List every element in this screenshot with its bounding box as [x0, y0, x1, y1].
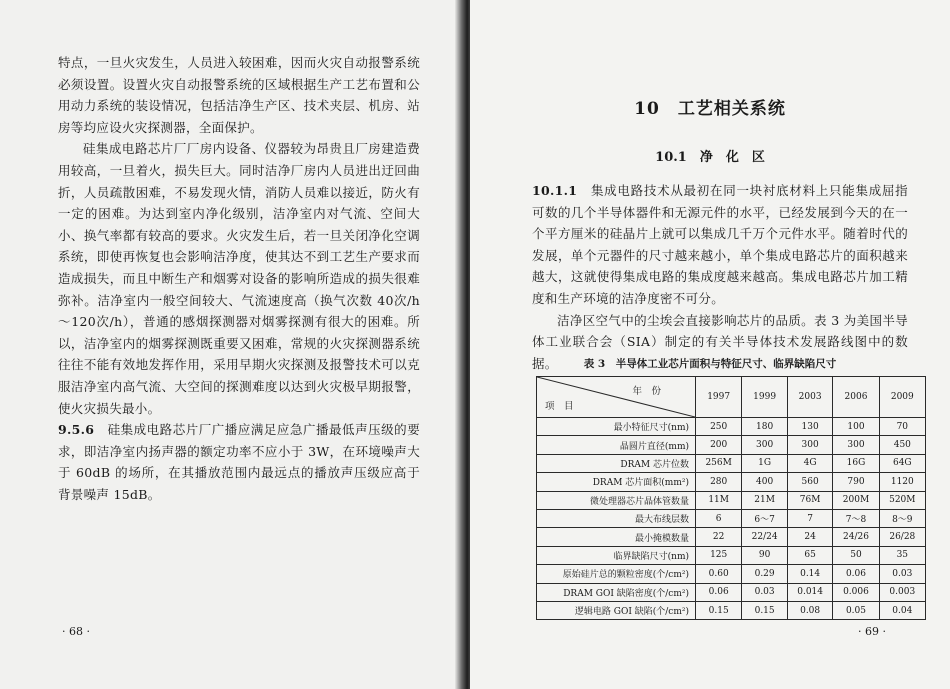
table-row [537, 491, 926, 509]
table-row [537, 528, 926, 546]
table-cell: 0.15 [696, 601, 742, 619]
table-cell: 0.006 [833, 583, 879, 601]
table-cell: 0.29 [742, 565, 788, 583]
table-cell: 520M [879, 491, 925, 509]
table-cell: 300 [787, 436, 832, 454]
table-row [537, 473, 926, 491]
paragraph: 硅集成电路芯片厂厂房内设备、仪器较为昂贵且厂房建造费用较高，一旦着火，损失巨大。同时洁净厂房内人员进出迂回曲折，人员疏散困难，不易发现火情，消防人员难以接近，防火有一定的困难。为达到室内净化级别，洁净室内对气流、空间大小、换气率都有较高的要求。火灾发生后，若一旦关闭净化空调系统，即使再恢复也会影响洁净度，使其达不到工艺生产要求而造成损失，而且中断生产和烟雾对设备的影响所造成的损失很难弥补。洁净室内一般空间较大、气流速度高（换气次数 40次/h～120次/h），普通的感烟探测器对烟雾探测有很大的困难。所以，洁净室内的烟雾探测既重要又困难，常规的火灾探测器系统往往不能有效地发挥作用，采用早期火灾探测及报警技术可以克服洁净室内高气流、大空间的探测难度以达到火灾极早期报警，使火灾损失最小。 [58, 141, 420, 416]
table-cell: 21M [742, 491, 788, 509]
table-row [537, 418, 926, 436]
table-cell: 24/26 [833, 528, 879, 546]
table-cell: 35 [879, 546, 925, 564]
table-cell: 1G [742, 454, 788, 472]
table-cell: 0.03 [879, 565, 925, 583]
table-cell: 65 [787, 546, 832, 564]
table-cell: 7～8 [833, 509, 879, 527]
table-cell: 300 [833, 436, 879, 454]
table-cell: 400 [742, 473, 788, 491]
table-cell: 130 [787, 418, 832, 436]
table-cell: 0.003 [879, 583, 925, 601]
year-header: 2009 [879, 377, 925, 418]
year-header-label: 年 份 [632, 386, 661, 397]
row-item-label: 晶圆片直径(mm) [537, 436, 696, 454]
item-header-label: 项 目 [545, 401, 574, 412]
section-title: 10.1 净 化 区 [655, 150, 765, 165]
year-header: 2003 [787, 377, 832, 418]
table-cell: 0.05 [833, 601, 879, 619]
table-cell: 560 [787, 473, 832, 491]
table-header-row [537, 377, 926, 418]
table-row [537, 454, 926, 472]
table-cell: 90 [742, 546, 788, 564]
table-cell: 0.15 [742, 601, 788, 619]
left-page [0, 0, 462, 689]
table-cell: 200 [696, 436, 742, 454]
table-cell: 0.03 [742, 583, 788, 601]
table-cell: 4G [787, 454, 832, 472]
year-header: 1997 [696, 377, 742, 418]
table-cell: 26/28 [879, 528, 925, 546]
header-diagonal-cell [537, 377, 696, 418]
table-cell: 11M [696, 491, 742, 509]
row-item-label: DRAM 芯片位数 [537, 454, 696, 472]
table-cell: 8～9 [879, 509, 925, 527]
table-cell: 0.60 [696, 565, 742, 583]
right-page [470, 0, 950, 689]
table-cell: 100 [833, 418, 879, 436]
table-cell: 125 [696, 546, 742, 564]
table-cell: 300 [742, 436, 788, 454]
year-header: 2006 [833, 377, 879, 418]
table-cell: 0.14 [787, 565, 832, 583]
table-cell: 22/24 [742, 528, 788, 546]
table-row [537, 601, 926, 619]
table-cell: 0.014 [787, 583, 832, 601]
paragraph: 硅集成电路芯片厂广播应满足应急广播最低声压级的要求，即洁净室内扬声器的额定功率不应小于 3W，在环境噪声大于 60dB 的场所，在其播放范围内最远点的播放声压级应高于背景噪声 15dB。 [58, 422, 420, 502]
table-cell: 180 [742, 418, 788, 436]
table-cell: 200M [833, 491, 879, 509]
table-cell: 22 [696, 528, 742, 546]
row-item-label: DRAM 芯片面积(mm²) [537, 473, 696, 491]
page-number-left: · 68 · [62, 625, 90, 638]
row-item-label: 逻辑电路 GOI 缺陷(个/cm²) [537, 601, 696, 619]
table-cell: 70 [879, 418, 925, 436]
paragraph: 特点，一旦火灾发生，人员进入较困难，因而火灾自动报警系统必须设置。设置火灾自动报警系统的区域根据生产工艺布置和公用动力系统的装设情况，包括洁净生产区、技术夹层、机房、站房等均应设火灾探测器，全面保护。 [58, 55, 420, 135]
row-item-label: 微处理器芯片晶体管数量 [537, 491, 696, 509]
right-body-text [532, 180, 908, 374]
table-cell: 0.04 [879, 601, 925, 619]
table-row [537, 509, 926, 527]
row-item-label: 最小掩模数量 [537, 528, 696, 546]
row-item-label: 最大布线层数 [537, 509, 696, 527]
table-row [537, 565, 926, 583]
table-cell: 0.06 [696, 583, 742, 601]
row-item-label: 临界缺陷尺寸(nm) [537, 546, 696, 564]
row-item-label: 原始硅片总的颗粒密度(个/cm²) [537, 565, 696, 583]
table-caption: 表 3 半导体工业芯片面积与特征尺寸、临界缺陷尺寸 [583, 358, 837, 370]
table-row [537, 546, 926, 564]
table-cell: 256M [696, 454, 742, 472]
table-cell: 50 [833, 546, 879, 564]
table-cell: 1120 [879, 473, 925, 491]
clause-number: 10.1.1 [532, 183, 578, 198]
table-cell: 280 [696, 473, 742, 491]
row-item-label: DRAM GOI 缺陷密度(个/cm²) [537, 583, 696, 601]
left-body-text [58, 52, 420, 505]
page-number-right: · 69 · [858, 625, 886, 638]
table-cell: 24 [787, 528, 832, 546]
table-cell: 790 [833, 473, 879, 491]
paragraph: 集成电路技术从最初在同一块衬底材料上只能集成屈指可数的几个半导体器件和无源元件的水平，已经发展到今天的在一个平方厘米的硅晶片上就可以集成几千万个元件水平。随着时代的发展，单个元器件的尺寸越来越小，单个集成电路芯片的面积越来越大，这就使得集成电路的集成度越来越高。集成电路芯片加工精度和生产环境的洁净度密不可分。 [532, 183, 908, 306]
table-cell: 76M [787, 491, 832, 509]
table-cell: 250 [696, 418, 742, 436]
clause-number: 9.5.6 [58, 422, 95, 438]
table-cell: 0.06 [833, 565, 879, 583]
table-row [537, 583, 926, 601]
table-cell: 0.08 [787, 601, 832, 619]
year-header: 1999 [742, 377, 788, 418]
table-cell: 64G [879, 454, 925, 472]
table-cell: 6～7 [742, 509, 788, 527]
table-cell: 16G [833, 454, 879, 472]
paragraph: 洁净区空气中的尘埃会直接影响芯片的品质。表 3 为美国半导体工业联合会（SIA）制定的有关半导体技术发展路线图中的数据。 [532, 312, 908, 371]
row-item-label: 最小特征尺寸(nm) [537, 418, 696, 436]
table-row [537, 436, 926, 454]
table-cell: 7 [787, 509, 832, 527]
table-cell: 6 [696, 509, 742, 527]
chapter-title: 10 工艺相关系统 [634, 99, 786, 119]
table-cell: 450 [879, 436, 925, 454]
data-table [536, 376, 926, 620]
